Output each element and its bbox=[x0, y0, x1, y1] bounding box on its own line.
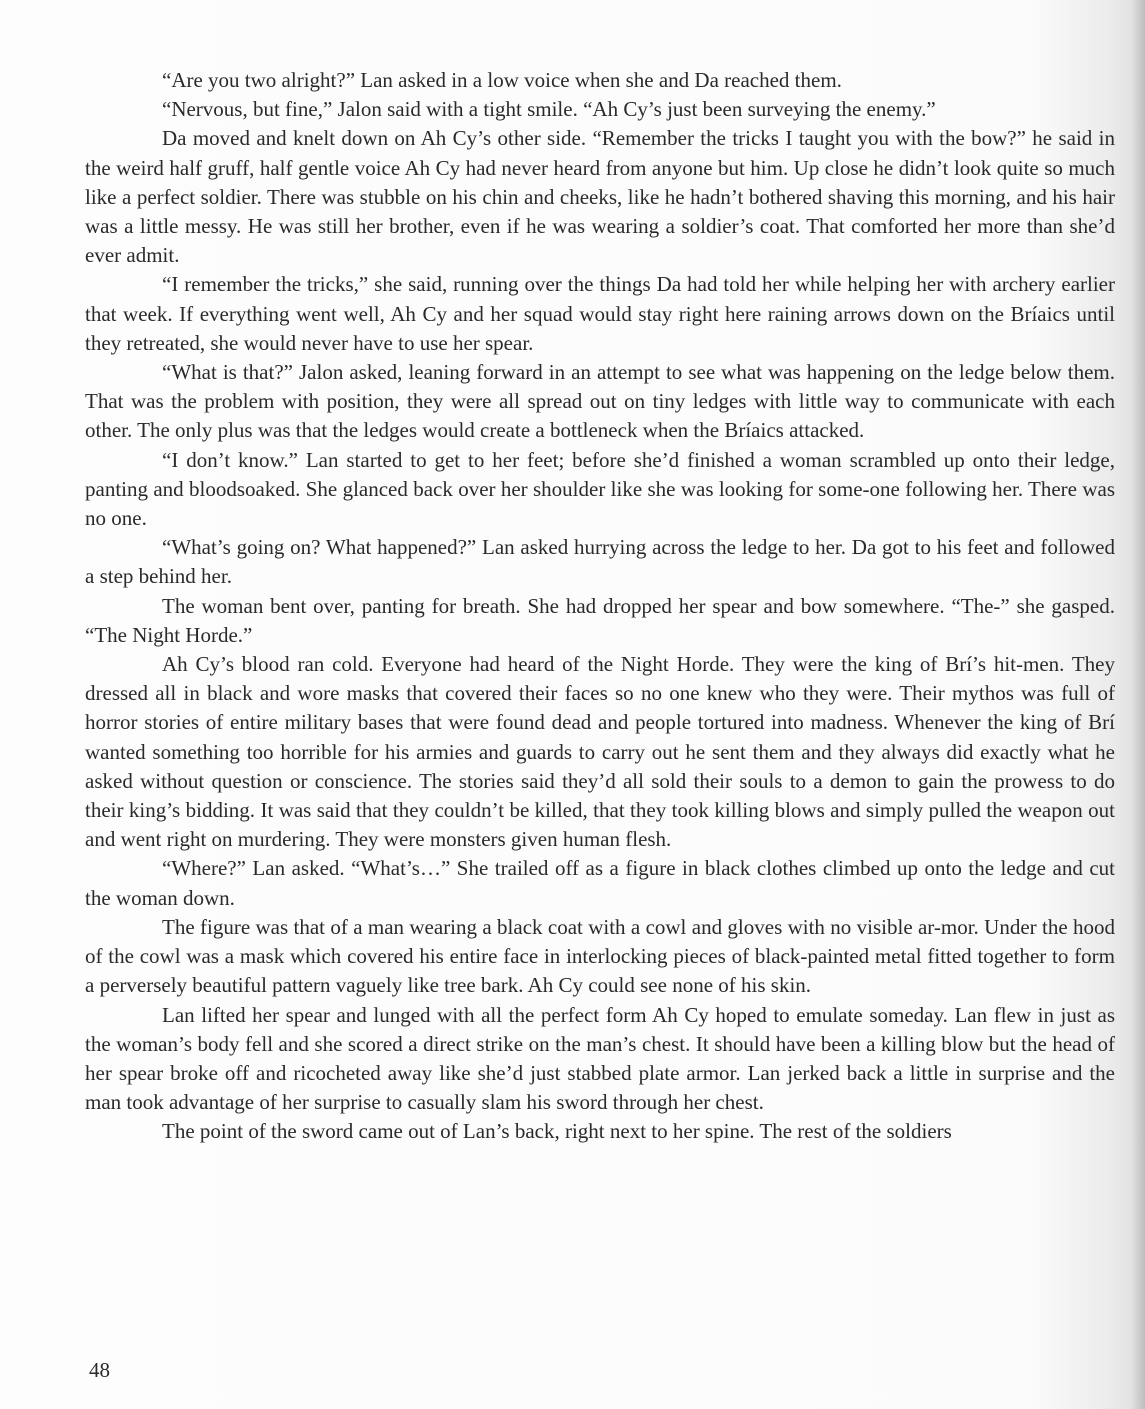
paragraph: Lan lifted her spear and lunged with all the perfect form Ah Cy hoped to emulate someday. Lan flew in just as the woman’s body fell and she scored a direct strike on the man’s chest. It should have been a killing blow but the head of her spear broke off and ricocheted away like she’d just stabbed plate armor. Lan jerked back a little in surprise and the man took advantage of her surprise to casually slam his sword through her chest. bbox=[85, 1002, 1115, 1115]
paragraph: “What’s going on? What happened?” Lan asked hurrying across the ledge to her. Da got to his feet and followed a step behind her. bbox=[85, 535, 1115, 589]
paragraph: Da moved and knelt down on Ah Cy’s other side. “Remember the tricks I taught you with the bow?” he said in the weird half gruff, half gentle voice Ah Cy had never heard from anyone but him. Up close he didn’t look quite so much like a perfect soldier. There was stubble on his chin and cheeks, like he hadn’t bothered shaving this morning, and his hair was a little messy. He was still her brother, even if he was wearing a soldier’s coat. That comforted her more than she’d ever admit. bbox=[85, 126, 1115, 268]
paragraph: “Where?” Lan asked. “What’s…” She trailed off as a figure in black clothes climbed up onto the ledge and cut the woman down. bbox=[85, 856, 1115, 910]
page-number: 48 bbox=[89, 1358, 110, 1382]
paragraph: “I remember the tricks,” she said, running over the things Da had told her while helping her with archery earlier that week. If everything went well, Ah Cy and her squad would stay right here raining arrows down on the Bríaics until they retreated, she would never have to use her spear. bbox=[85, 272, 1115, 355]
paragraph: The figure was that of a man wearing a black coat with a cowl and gloves with no visible ar-mor. Under the hood of the cowl was a mask which covered his entire face in interlocking pieces of black-painted metal fitted together to form a perversely beautiful pattern vaguely like tree bark. Ah Cy could see none of his skin. bbox=[85, 914, 1115, 998]
paragraph: “What is that?” Jalon asked, leaning forward in an attempt to see what was happening on the ledge below them. That was the problem with position, they were all spread out on tiny ledges with little way to communicate with each other. The only plus was that the ledges would create a bottleneck when the Bríaics attacked. bbox=[85, 360, 1115, 443]
spine-shadow bbox=[1131, 0, 1145, 1409]
paragraph: The woman bent over, panting for breath. She had dropped her spear and bow somewhere. “The-” she gasped. “The Night Horde.” bbox=[85, 593, 1115, 647]
paragraph: “Nervous, but fine,” Jalon said with a tight smile. “Ah Cy’s just been surveying the enemy.” bbox=[162, 97, 936, 122]
body-text bbox=[85, 66, 1115, 1147]
paragraph: The point of the sword came out of Lan’s back, right next to her spine. The rest of the soldiers bbox=[162, 1119, 952, 1144]
paragraph: “Are you two alright?” Lan asked in a low voice when she and Da reached them. bbox=[162, 68, 842, 92]
paragraph: Ah Cy’s blood ran cold. Everyone had heard of the Night Horde. They were the king of Brí’s hit-men. They dressed all in black and wore masks that covered their faces so no one knew who they were. Their mythos was full of horror stories of entire military bases that were found dead and people tortured into madness. Whenever the king of Brí wanted something too horrible for his armies and guards to carry out he sent them and they always did exactly what he asked without question or conscience. The stories said they’d all sold their souls to a demon to gain the prowess to do their king’s bidding. It was said that they couldn’t be killed, that they took killing blows and simply pulled the weapon out and went right on murdering. They were monsters given human flesh. bbox=[85, 652, 1115, 852]
paragraph: “I don’t know.” Lan started to get to her feet; before she’d finished a woman scrambled up onto their ledge, panting and bloodsoaked. She glanced back over her shoulder like she was looking for some-one following her. There was no one. bbox=[85, 447, 1115, 531]
